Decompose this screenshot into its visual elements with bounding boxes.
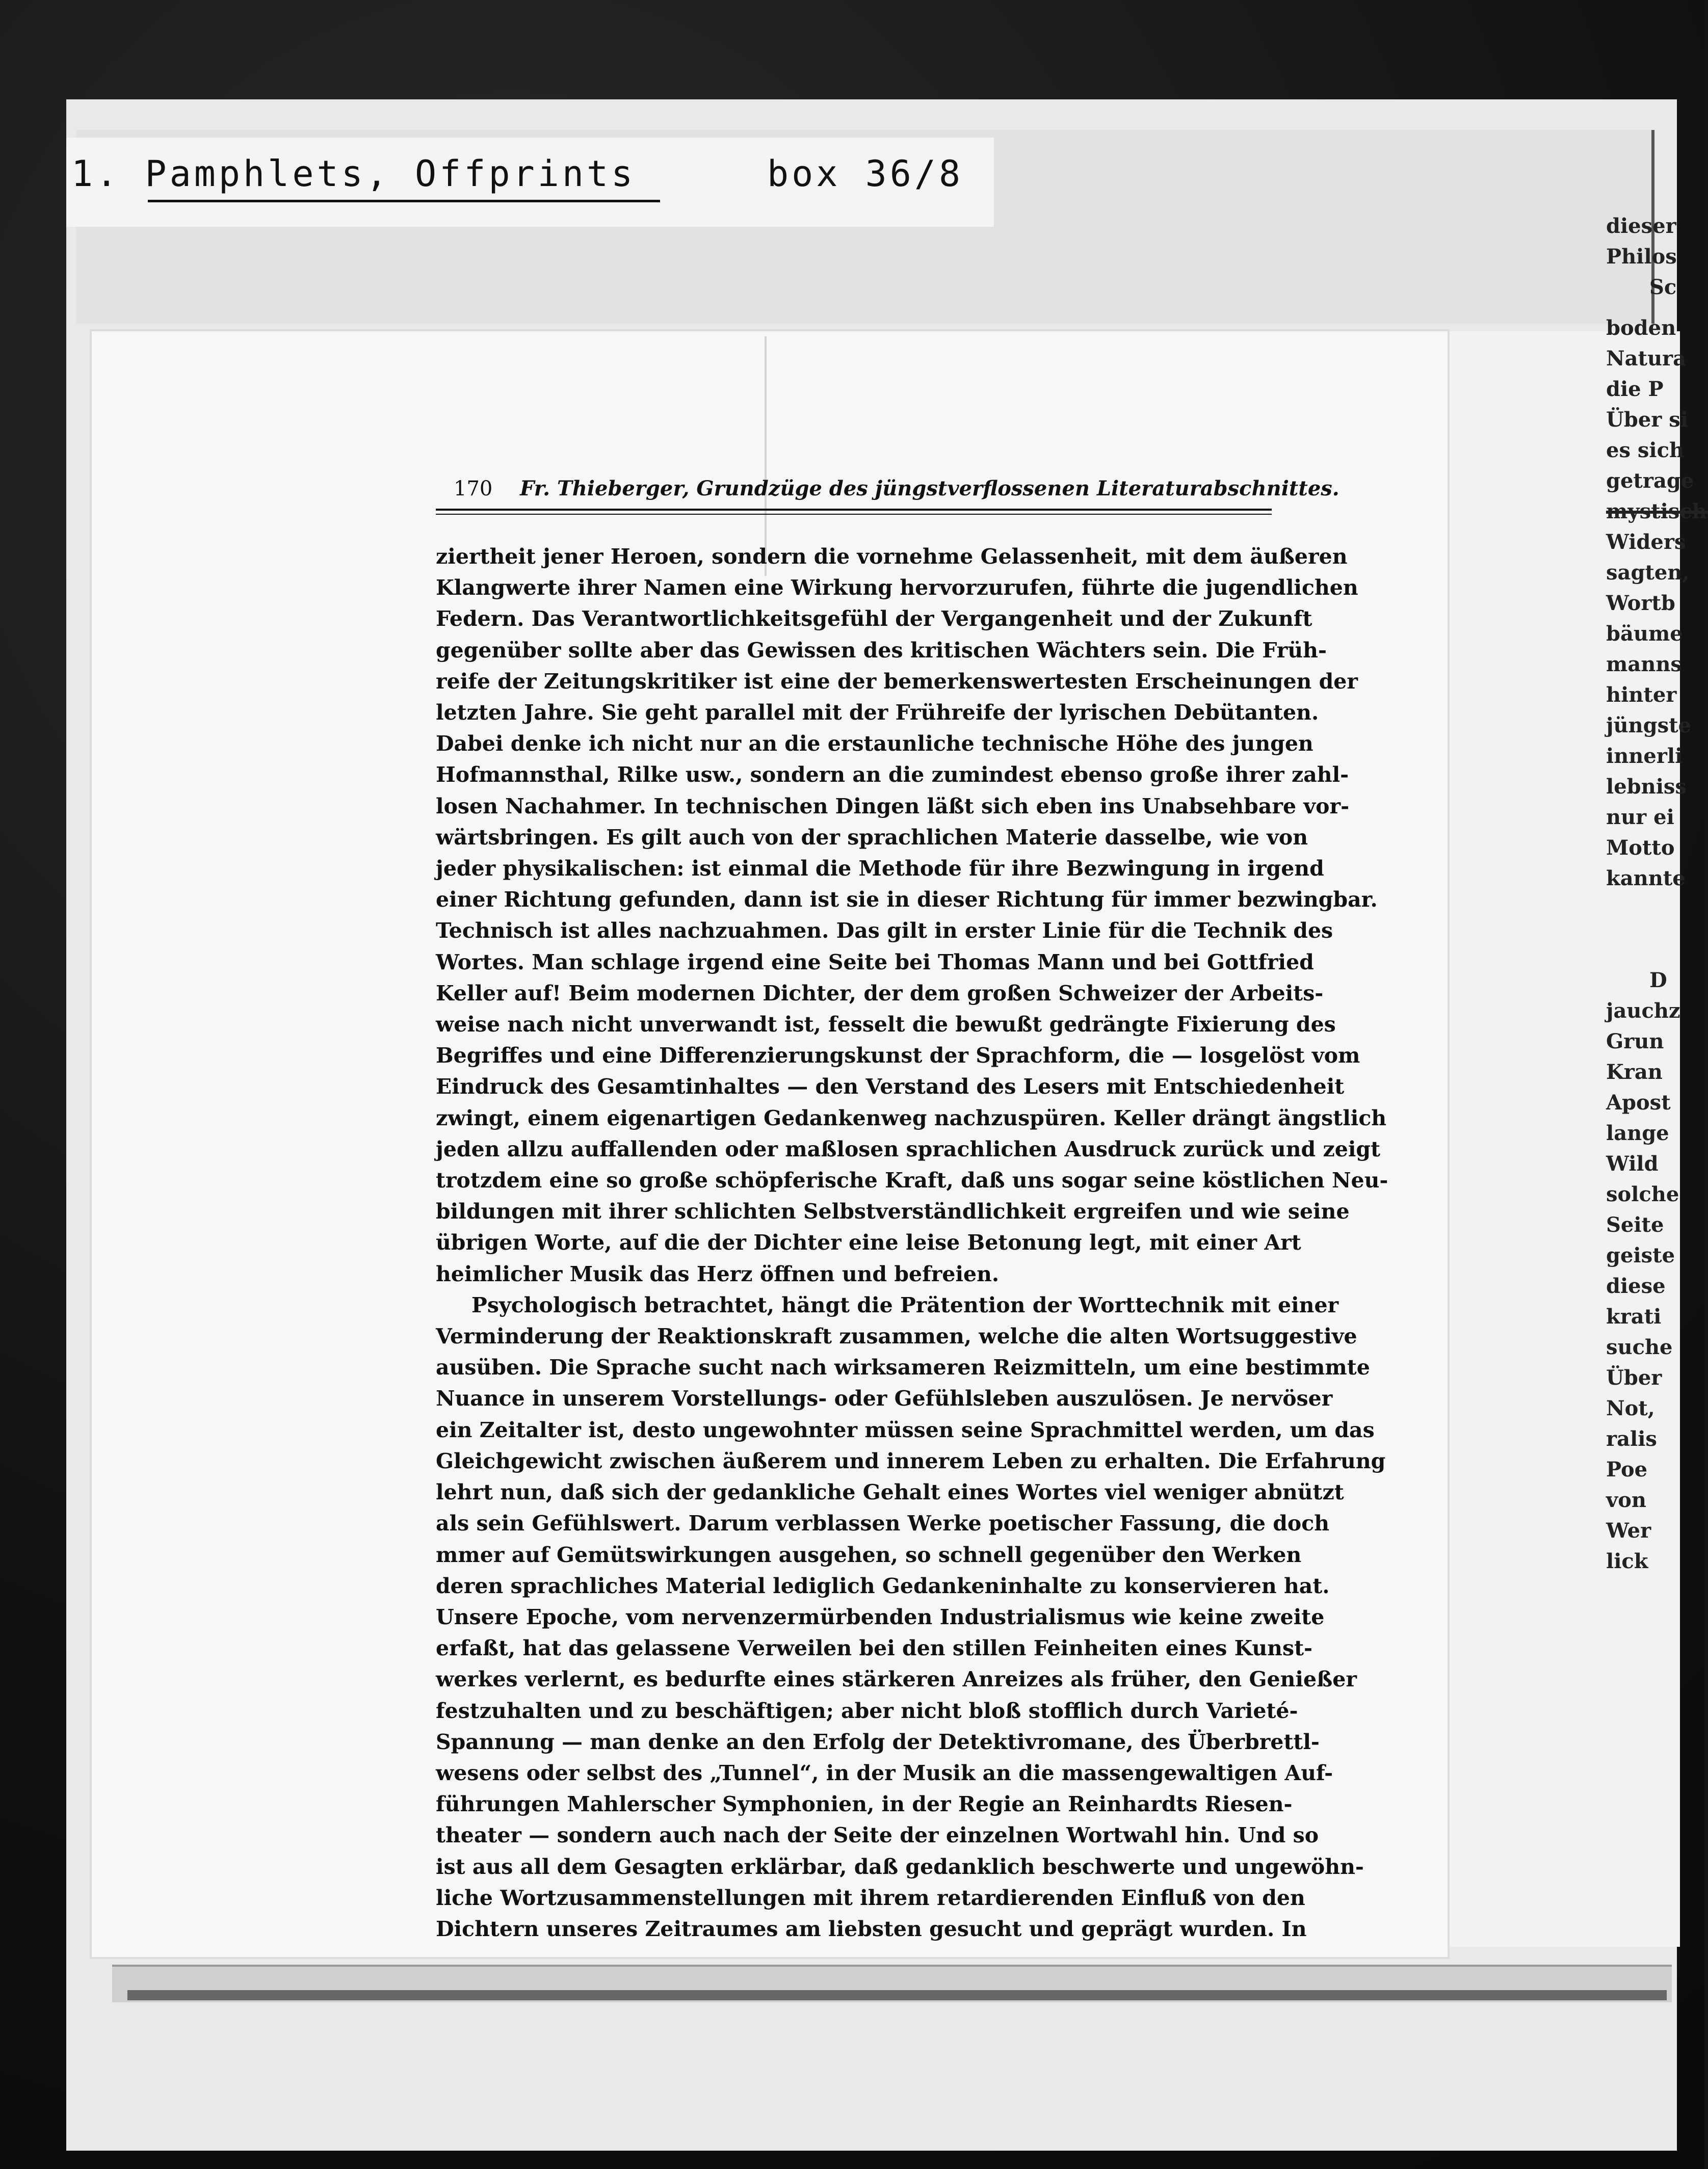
text-line: bildungen mit ihrer schlichten Selbstverständlichkeit ergreifen und wie seine: [436, 1199, 1350, 1224]
text-line: Unsere Epoche, vom nervenzermürbenden Industrialismus wie keine zweite: [436, 1604, 1325, 1629]
adjacent-text-fragment: Wild: [1606, 1152, 1659, 1176]
text-line: Verminderung der Reaktionskraft zusammen, welche die alten Wortsuggestive: [436, 1324, 1357, 1349]
text-line: Spannung — man denke an den Erfolg der Detektivromane, des Überbrettl-: [436, 1729, 1320, 1754]
text-line: liche Wortzusammenstellungen mit ihrem retardierenden Einfluß von den: [436, 1885, 1305, 1910]
text-line: Begriffes und eine Differenzierungskunst der Sprachform, die — losgelöst vom: [436, 1043, 1360, 1068]
adjacent-text-fragment: Apost: [1606, 1091, 1671, 1115]
folder-bottom-shadow: [127, 1990, 1667, 2000]
adjacent-text-fragment: D: [1649, 968, 1667, 992]
adjacent-text-fragment: bäume: [1606, 622, 1683, 646]
archive-label: [71, 153, 636, 195]
adjacent-text-fragment: lick: [1606, 1549, 1648, 1573]
text-line: Dichtern unseres Zeitraumes am liebsten gesucht und geprägt wurden. In: [436, 1916, 1307, 1941]
adjacent-text-fragment: Widers: [1606, 530, 1686, 554]
adjacent-text-fragment: Kran: [1606, 1060, 1663, 1084]
adjacent-text-fragment: Motto: [1606, 836, 1675, 860]
text-line: heimlicher Musik das Herz öffnen und befreien.: [436, 1261, 1000, 1286]
adjacent-text-fragment: es sich: [1606, 438, 1685, 462]
text-line: ist aus all dem Gesagten erklärbar, daß gedanklich beschwerte und ungewöhn-: [436, 1854, 1364, 1879]
page-number: 170: [454, 477, 493, 500]
text-line: wesens oder selbst des „Tunnel“, in der Musik an die massengewaltigen Auf-: [436, 1760, 1333, 1785]
adjacent-text-fragment: Wortb: [1606, 591, 1675, 615]
text-line: lehrt nun, daß sich der gedankliche Gehalt eines Wortes viel weniger abnützt: [436, 1480, 1344, 1505]
adjacent-text-fragment: Natura: [1606, 347, 1687, 371]
running-head-title: Fr. Thieberger, Grundzüge des jüngstverflossenen Literaturabschnittes.: [520, 477, 1339, 500]
label-box-number: box 36/8: [767, 153, 964, 195]
adjacent-text-fragment: Über: [1606, 1366, 1662, 1390]
body-text: [436, 541, 1388, 1945]
text-line: Keller auf! Beim modernen Dichter, der dem großen Schweizer der Arbeits-: [436, 981, 1324, 1006]
adjacent-text-fragment: Seite: [1606, 1213, 1664, 1237]
text-line: übrigen Worte, auf die der Dichter eine leise Betonung legt, mit einer Art: [436, 1230, 1301, 1255]
text-line: ein Zeitalter ist, desto ungewohnter müssen seine Sprachmittel werden, um das: [436, 1417, 1375, 1442]
text-line: werkes verlernt, es bedurfte eines stärkeren Anreizes als früher, den Genießer: [436, 1667, 1357, 1692]
adjacent-text-fragment: geiste: [1606, 1244, 1675, 1267]
page-fold: [765, 336, 767, 576]
text-line: Eindruck des Gesamtinhaltes — den Verstand des Lesers mit Entschiedenheit: [436, 1074, 1345, 1099]
label-number: 1.: [71, 153, 121, 195]
adjacent-text-fragment: lange: [1606, 1121, 1669, 1145]
running-head: [454, 477, 1339, 500]
text-line: wärtsbringen. Es gilt auch von der sprachlichen Materie dasselbe, wie von: [436, 825, 1308, 850]
text-line: Hofmannsthal, Rilke usw., sondern an die zumindest ebenso große ihrer zahl-: [436, 762, 1349, 787]
adjacent-text-fragment: Grun: [1606, 1029, 1664, 1053]
adjacent-text-fragment: lebniss: [1606, 775, 1687, 799]
text-line: Technisch ist alles nachzuahmen. Das gilt in erster Linie für die Technik des: [436, 918, 1333, 943]
adjacent-text-fragment: dieser: [1606, 214, 1676, 238]
text-line: ziertheit jener Heroen, sondern die vornehme Gelassenheit, mit dem äußeren: [436, 544, 1348, 569]
text-line: mmer auf Gemütswirkungen ausgehen, so schnell gegenüber den Werken: [436, 1542, 1302, 1567]
text-line: weise nach nicht unverwandt ist, fesselt die bewußt gedrängte Fixierung des: [436, 1012, 1336, 1037]
text-line: Nuance in unserem Vorstellungs- oder Gefühlsleben auszulösen. Je nervöser: [436, 1386, 1333, 1411]
text-line: gegenüber sollte aber das Gewissen des kritischen Wächters sein. Die Früh-: [436, 638, 1327, 663]
adjacent-text-fragment: Über si: [1606, 408, 1689, 432]
text-line: Dabei denke ich nicht nur an die erstaunliche technische Höhe des jungen: [436, 731, 1313, 756]
adjacent-text-fragment: jüngste: [1606, 713, 1692, 737]
text-line: einer Richtung gefunden, dann ist sie in dieser Richtung für immer bezwingbar.: [436, 887, 1378, 912]
label-title: Pamphlets, Offprints: [145, 153, 636, 195]
adjacent-text-fragment: von: [1606, 1488, 1647, 1512]
adjacent-text-fragment: mystisch: [1606, 499, 1707, 523]
adjacent-text-fragment: diese: [1606, 1274, 1666, 1298]
text-line: Federn. Das Verantwortlichkeitsgefühl der Vergangenheit und der Zukunft: [436, 606, 1312, 631]
text-line: trotzdem eine so große schöpferische Kraft, daß uns sogar seine köstlichen Neu-: [436, 1168, 1388, 1193]
text-line: Klangwerte ihrer Namen eine Wirkung hervorzurufen, führte die jugendlichen: [436, 575, 1358, 600]
head-rule: [436, 509, 1272, 511]
text-line: theater — sondern auch nach der Seite der einzelnen Wortwahl hin. Und so: [436, 1823, 1319, 1848]
adjacent-text-fragment: sagten,: [1606, 561, 1690, 585]
head-rule-thin: [436, 514, 1272, 515]
adjacent-text-fragment: getrage: [1606, 469, 1694, 493]
adjacent-text-fragment: Wer: [1606, 1519, 1651, 1543]
adjacent-text-fragment: nur ei: [1606, 805, 1674, 829]
adjacent-text-fragment: Sc: [1649, 275, 1677, 299]
text-line: reife der Zeitungskritiker ist eine der bemerkenswertesten Erscheinungen der: [436, 669, 1358, 694]
text-line: losen Nachahmer. In technischen Dingen läßt sich eben ins Unabsehbare vor-: [436, 793, 1350, 818]
label-underline: [148, 200, 660, 202]
text-line: Psychologisch betrachtet, hängt die Prätention der Worttechnik mit einer: [471, 1292, 1339, 1317]
adjacent-text-fragment: kannte: [1606, 866, 1686, 890]
text-line: erfaßt, hat das gelassene Verweilen bei den stillen Feinheiten eines Kunst-: [436, 1636, 1313, 1661]
adjacent-text-fragment: ralis: [1606, 1427, 1657, 1451]
text-line: jeder physikalischen: ist einmal die Methode für ihre Bezwingung in irgend: [436, 856, 1324, 881]
text-line: Wortes. Man schlage irgend eine Seite bei Thomas Mann und bei Gottfried: [436, 949, 1314, 974]
text-line: zwingt, einem eigenartigen Gedankenweg nachzuspüren. Keller drängt ängstlich: [436, 1105, 1387, 1130]
adjacent-text-fragment: Poe: [1606, 1458, 1648, 1482]
adjacent-text-fragment: Not,: [1606, 1396, 1655, 1420]
text-line: Gleichgewicht zwischen äußerem und innerem Leben zu erhalten. Die Erfahrung: [436, 1448, 1386, 1473]
adjacent-text-fragment: boden: [1606, 316, 1676, 340]
text-line: führungen Mahlerscher Symphonien, in der Regie an Reinhardts Riesen-: [436, 1792, 1293, 1817]
adjacent-text-fragment: die P: [1606, 377, 1664, 401]
adjacent-text-fragment: krati: [1606, 1305, 1662, 1329]
adjacent-text-fragment: manns: [1606, 652, 1682, 676]
adjacent-text-fragment: innerli: [1606, 744, 1683, 768]
text-line: festzuhalten und zu beschäftigen; aber nicht bloß stofflich durch Varieté-: [436, 1698, 1298, 1723]
text-line: ausüben. Die Sprache sucht nach wirksameren Reizmitteln, um eine bestimmte: [436, 1355, 1370, 1380]
text-line: letzten Jahre. Sie geht parallel mit der Frühreife der lyrischen Debütanten.: [436, 700, 1319, 725]
adjacent-page: [1442, 214, 1707, 1947]
adjacent-text-fragment: Philos: [1606, 245, 1677, 269]
adjacent-text-fragment: jauchz: [1606, 999, 1680, 1023]
text-line: als sein Gefühlswert. Darum verblassen Werke poetischer Fassung, die doch: [436, 1511, 1330, 1536]
adjacent-text-fragment: suche: [1606, 1335, 1673, 1359]
text-line: deren sprachliches Material lediglich Gedankeninhalte zu konservieren hat.: [436, 1573, 1330, 1598]
adjacent-text-fragment: solche: [1606, 1182, 1679, 1206]
adjacent-text-fragment: hinter: [1606, 683, 1677, 707]
text-line: jeden allzu auffallenden oder maßlosen sprachlichen Ausdruck zurück und zeigt: [436, 1136, 1381, 1161]
